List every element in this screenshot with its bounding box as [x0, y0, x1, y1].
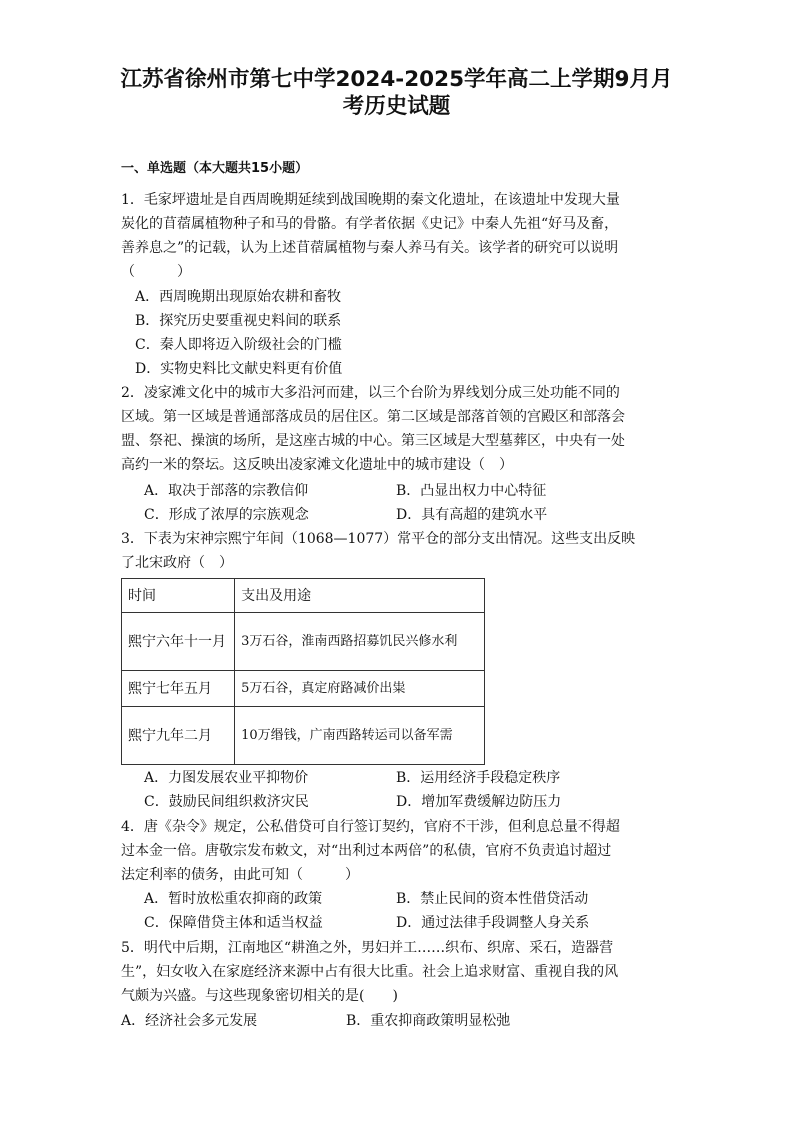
table-cell-time: 熙宁六年十一月: [122, 613, 235, 671]
q3-line-2: 了北宋政府（ ）: [121, 555, 233, 571]
q4-line-1: 4．唐《杂令》规定，公私借贷可自行签订契约，官府不干涉，但利息总量不得超: [121, 819, 620, 835]
q1-option-b: B．探究历史要重视史料间的联系: [135, 313, 342, 329]
table-row: [122, 671, 485, 707]
expenditure-table: [121, 578, 485, 765]
table-cell-expense: 5万石谷，真定府路减价出粜: [235, 671, 485, 707]
q3-option-b: B．运用经济手段稳定秩序: [396, 770, 561, 786]
table-cell-time: 熙宁七年五月: [122, 671, 235, 707]
table-header-time: 时间: [122, 579, 235, 613]
q5-line-2: 生”，妇女收入在家庭经济来源中占有很大比重。社会上追求财富、重视自我的风: [121, 964, 619, 980]
q1-line-2: 炭化的苜蓿属植物种子和马的骨骼。有学者依据《史记》中秦人先祖“好马及畜，: [121, 216, 619, 232]
table-cell-expense: 3万石谷，淮南西路招募饥民兴修水利: [235, 613, 485, 671]
q1-line-3: 善养息之”的记载，认为上述苜蓿属植物与秦人养马有关。该学者的研究可以说明: [121, 240, 619, 256]
q3-option-a: A．力图发展农业平抑物价: [144, 770, 309, 786]
q4-option-b: B．禁止民间的资本性借贷活动: [396, 891, 589, 907]
q3-option-c: C．鼓励民间组织救济灾民: [144, 794, 309, 810]
q2-line-3: 盟、祭祀、操演的场所，是这座古城的中心。第三区域是大型墓葬区，中央有一处: [121, 433, 625, 449]
q2-option-a: A．取决于部落的宗教信仰: [144, 483, 309, 499]
table-header-row: [122, 579, 485, 613]
q3-line-1: 3．下表为宋神宗熙宁年间（1068—1077）常平仓的部分支出情况。这些支出反映: [121, 531, 636, 547]
q4-option-a: A．暂时放松重农抑商的政策: [144, 891, 323, 907]
q4-option-c: C．保障借贷主体和适当权益: [144, 915, 323, 931]
q2-option-b: B．凸显出权力中心特征: [396, 483, 547, 499]
q1-option-d: D．实物史料比文献史料更有价值: [135, 361, 343, 377]
table-cell-expense: 10万缗钱，广南西路转运司以备军需: [235, 707, 485, 765]
q1-option-a: A．西周晚期出现原始农耕和畜牧: [135, 289, 342, 305]
q5-line-1: 5．明代中后期，江南地区“耕渔之外，男妇并工……织布、织席、采石，造器营: [121, 940, 614, 956]
q1-option-c: C．秦人即将迈入阶级社会的门槛: [135, 337, 342, 353]
q1-line-1: 1．毛家坪遗址是自西周晚期延续到战国晚期的秦文化遗址，在该遗址中发现大量: [121, 192, 620, 208]
table-cell-time: 熙宁九年二月: [122, 707, 235, 765]
section-heading: 一、单选题（本大题共15小题）: [121, 161, 309, 176]
q1-line-4: （ ）: [121, 264, 191, 280]
table-row: [122, 613, 485, 671]
q5-option-b: B．重农抑商政策明显松弛: [346, 1013, 511, 1029]
exam-title: [110, 66, 683, 120]
q2-line-4: 高约一米的祭坛。这反映出凌家滩文化遗址中的城市建设（ ）: [121, 457, 513, 473]
table-row: [122, 707, 485, 765]
table-header-expense: 支出及用途: [235, 579, 485, 613]
q4-line-2: 过本金一倍。唐敬宗发布敕文，对“出利过本两倍”的私债，官府不负责追讨超过: [121, 843, 612, 859]
q2-line-2: 区域。第一区域是普通部落成员的居住区。第二区域是部落首领的宫殿区和部落会: [121, 409, 625, 425]
q2-option-d: D．具有高超的建筑水平: [396, 507, 548, 523]
title-line-2: 考历史试题: [342, 94, 451, 119]
q5-line-3: 气颇为兴盛。与这些现象密切相关的是( ): [121, 988, 398, 1004]
title-line-1: 江苏省徐州市第七中学2024-2025学年高二上学期9月月: [120, 67, 673, 92]
q3-option-d: D．增加军费缓解边防压力: [396, 794, 562, 810]
q2-line-1: 2．凌家滩文化中的城市大多沿河而建，以三个台阶为界线划分成三处功能不同的: [121, 385, 620, 401]
q2-option-c: C．形成了浓厚的宗族观念: [144, 507, 309, 523]
q4-option-d: D．通过法律手段调整人身关系: [396, 915, 590, 931]
q5-option-a: A．经济社会多元发展: [121, 1013, 258, 1029]
q4-line-3: 法定利率的债务，由此可知（ ）: [121, 867, 359, 883]
